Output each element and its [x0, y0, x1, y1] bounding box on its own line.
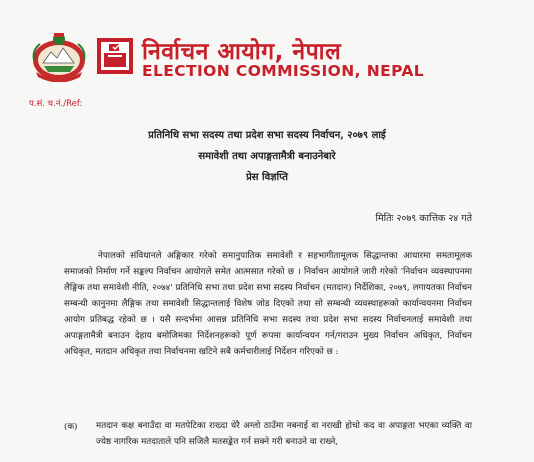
- notice-date: मितिः २०७९ कात्तिक २४ गते: [375, 213, 472, 224]
- list-item-label: (क): [64, 422, 78, 432]
- org-name-nepali: निर्वाचन आयोग, नेपाल: [142, 39, 342, 65]
- org-name-english: ELECTION COMMISSION, NEPAL: [142, 62, 425, 80]
- nepal-emblem-icon: [30, 30, 88, 82]
- notice-body-paragraph: [64, 248, 472, 360]
- list-item-text: मतदान कक्ष बनाउँदा वा मतपेटिका राख्दा धेरै अग्लो ठाउँमा नबनाई वा नराखी होचो कद वा अपाङ्गता भएका व्यक्ति वा ज्येष्ठ नागरिक मतदाताले पनि सजिलै मतसङ्केत गर्न सक्ने गरी बनाउने वा राख्ने,: [96, 421, 472, 447]
- election-commission-logo-icon: [97, 38, 133, 74]
- notice-title-press-release: प्रेस विज्ञप्ति: [246, 172, 288, 183]
- notice-title-line2: समावेशी तथा अपाङ्गतामैत्री बनाउनेबारे: [198, 151, 336, 162]
- reference-label: प.सं. च.नं./Ref:: [29, 99, 83, 109]
- notice-title-line1: प्रतिनिधि सभा सदस्य तथा प्रदेश सभा सदस्य निर्वाचन, २०७९ लाई: [148, 130, 386, 141]
- notice-body-text: नेपालको संविधानले अङ्गिकार गरेको समानुपातिक समावेशी र सहभागीतामूलक सिद्धान्तका आधारमा समतामूलक समाजको निर्माण गर्ने सङ्कल्प निर्वाचन आयोगले समेत आत्मसात गरेको छ । निर्वाचन आयोगले जारी गरेको 'निर्वाचन व्यवस्थापनमा लैङ्गिक तथा समावेशी नीति, २०७४' प्रतिनिधि सभा तथा प्रदेश सभा सदस्य निर्वाचन (मतदान) निर्देशिका, २०७९, लगायतका निर्वाचन सम्बन्धी कानुनमा लैङ्गिक तथा समावेशी सिद्धान्तलाई विशेष जोड दिएको तथा सो सम्बन्धी व्यवस्थाहरूको कार्यान्वयनमा निर्वाचन आयोग प्रतिबद्ध रहेको छ । यसै सन्दर्भमा आसन्न प्रतिनिधि सभा सदस्य तथा प्रदेश सभा सदस्य निर्वाचनलाई समावेशी तथा अपाङ्गतामैत्री बनाउन देहाय बमोजिमका निर्देशनहरूको पूर्ण रूपमा कार्यान्वयन गर्न/गराउन मुख्य निर्वाचन अधिकृत, निर्वाचन अधिकृत, मतदान अधिकृत तथा निर्वाचनमा खटिने सबै कर्मचारीलाई निर्देशन गरिएको छ :: [64, 251, 472, 357]
